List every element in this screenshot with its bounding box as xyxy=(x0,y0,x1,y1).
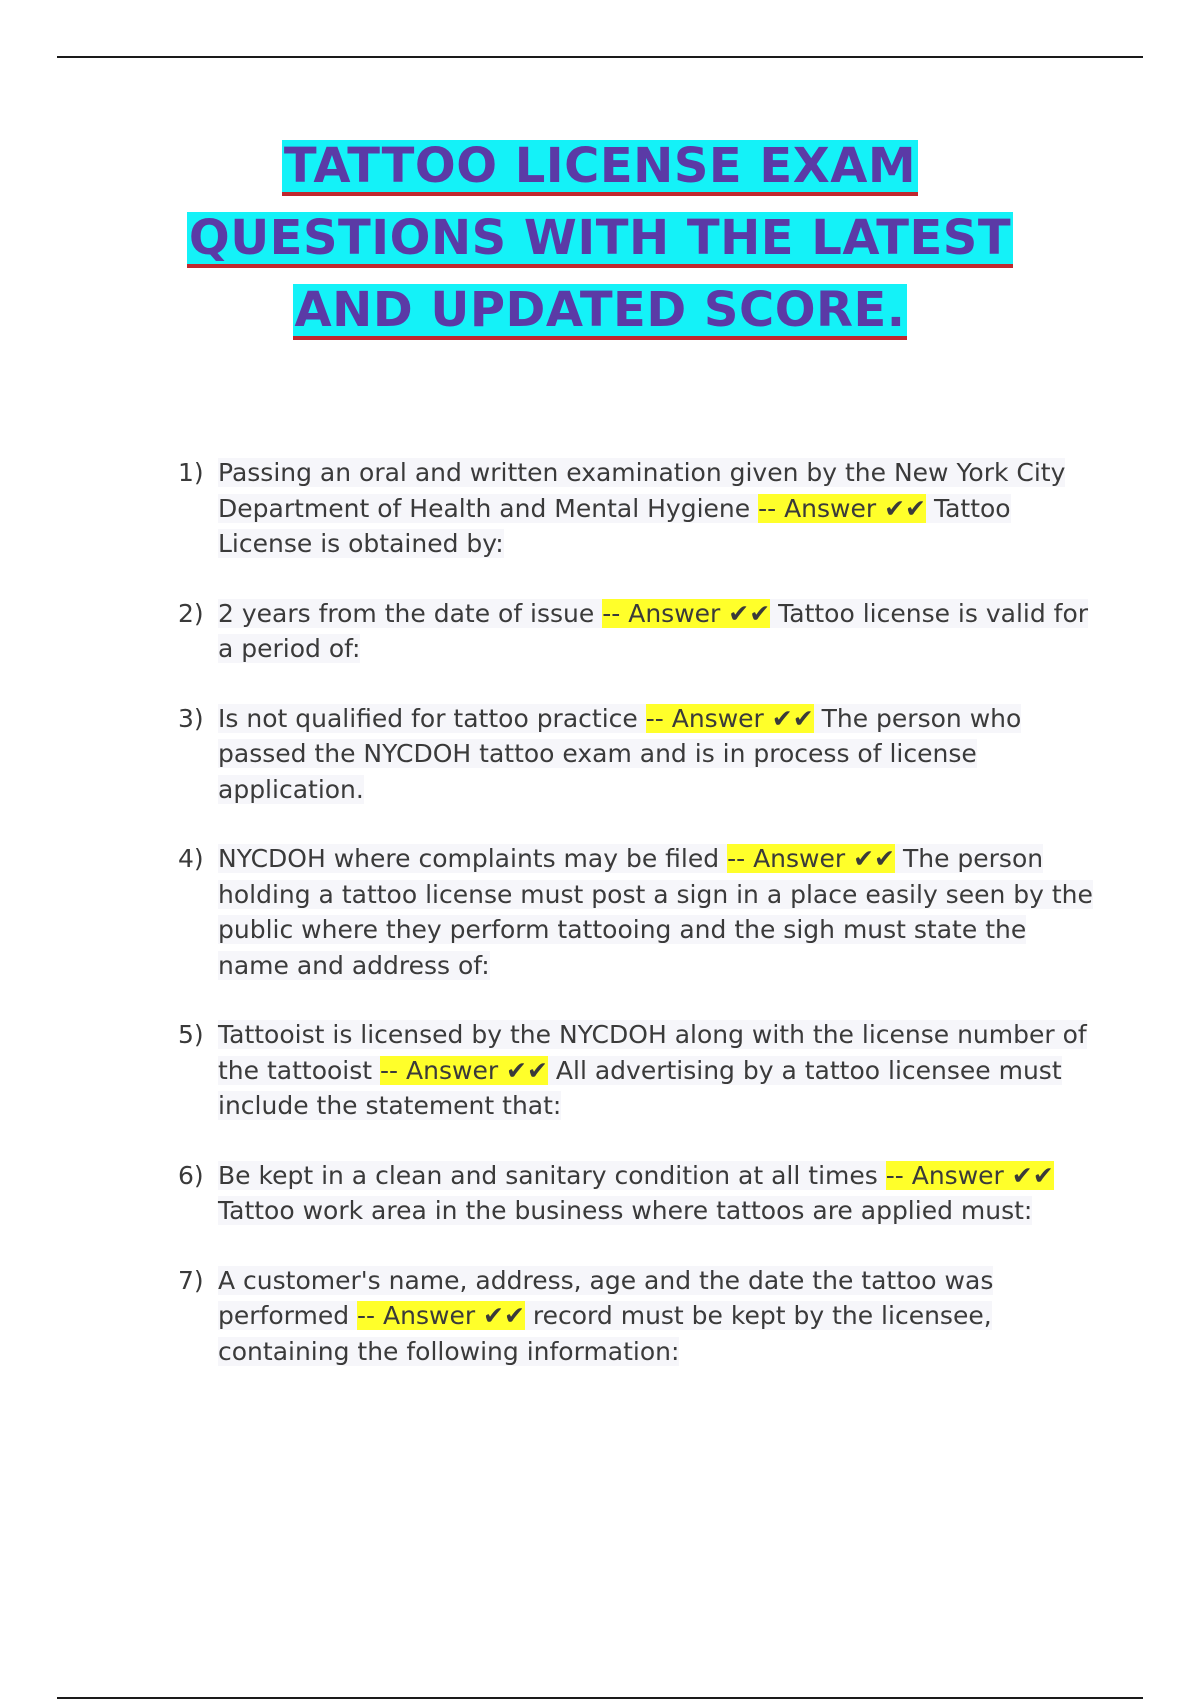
question-item xyxy=(178,1263,1098,1370)
answer-marker: -- Answer ✔✔ xyxy=(727,844,895,873)
question-list xyxy=(178,455,1098,1403)
question-number: 5) xyxy=(178,1020,204,1049)
answer-text: Be kept in a clean and sanitary condition at all times xyxy=(218,1160,878,1190)
question-text: The person who passed the NYCDOH tattoo exam and is in process of license application. xyxy=(218,703,1022,804)
question-item xyxy=(178,1017,1098,1124)
title-line-3: AND UPDATED SCORE. xyxy=(294,282,906,338)
question-text: The person holding a tattoo license must post a sign in a place easily seen by the public where they perform tattooing and the sigh must state the name and address of: xyxy=(218,844,1093,980)
answer-marker: -- Answer ✔✔ xyxy=(885,1160,1054,1190)
title-line-1: TATTOO LICENSE EXAM xyxy=(283,138,917,194)
question-text: record must be kept by the licensee, containing the following information: xyxy=(218,1301,992,1366)
question-number: 4) xyxy=(178,844,204,873)
question-text: Tattoo License is obtained by: xyxy=(218,493,1011,558)
question-text: All advertising by a tattoo licensee must include the statement that: xyxy=(218,1055,1062,1120)
question-text: Tattoo work area in the business where tattoos are applied must: xyxy=(218,1196,1033,1225)
question-item xyxy=(178,596,1098,667)
answer-text: NYCDOH where complaints may be filed xyxy=(218,844,720,873)
question-number: 2) xyxy=(178,598,204,628)
question-item xyxy=(178,841,1098,983)
answer-marker: -- Answer ✔✔ xyxy=(758,493,926,523)
document-title xyxy=(100,140,1100,356)
question-item xyxy=(178,455,1098,562)
answer-text: 2 years from the date of issue xyxy=(218,598,595,628)
answer-text: Is not qualified for tattoo practice xyxy=(218,703,638,733)
answer-text: Passing an oral and written examination given by the New York City Department of Health and Mental Hygiene xyxy=(218,458,1066,523)
answer-marker: -- Answer ✔✔ xyxy=(357,1301,525,1330)
question-number: 3) xyxy=(178,703,204,733)
top-rule xyxy=(57,56,1143,58)
bottom-rule xyxy=(57,1697,1143,1699)
answer-marker: -- Answer ✔✔ xyxy=(380,1055,548,1085)
question-number: 6) xyxy=(178,1160,204,1190)
answer-text: A customer's name, address, age and the date the tattoo was performed xyxy=(218,1265,994,1330)
question-item xyxy=(178,1158,1098,1229)
question-text: Tattoo license is valid for a period of: xyxy=(218,598,1089,663)
answer-text: Tattooist is licensed by the NYCDOH along with the license number of the tattooist xyxy=(218,1020,1087,1085)
answer-marker: -- Answer ✔✔ xyxy=(645,703,814,733)
question-item xyxy=(178,701,1098,808)
title-line-2: QUESTIONS WITH THE LATEST xyxy=(188,210,1012,266)
question-number: 7) xyxy=(178,1265,204,1295)
answer-marker: -- Answer ✔✔ xyxy=(602,598,771,628)
question-number: 1) xyxy=(178,458,204,487)
